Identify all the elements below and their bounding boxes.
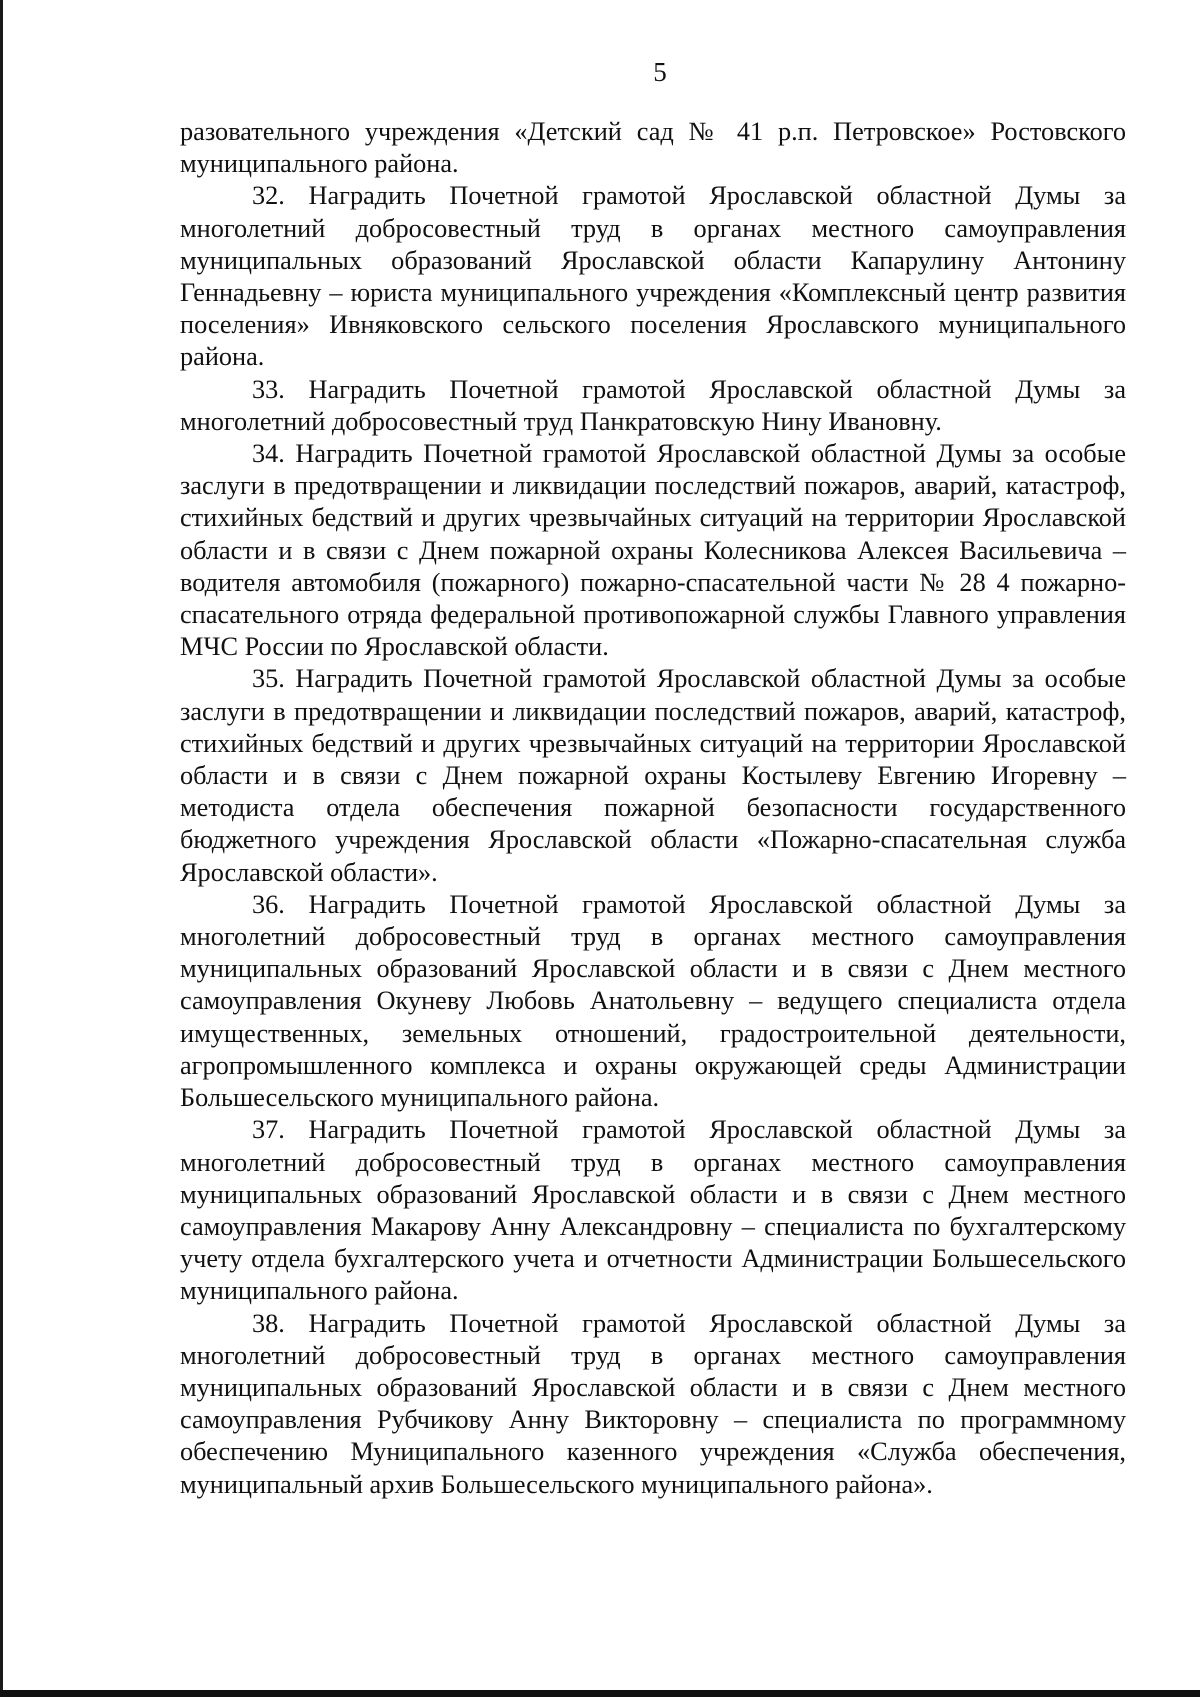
paragraph-item-36: 36. Наградить Почетной грамотой Ярославской областной Думы за многолетний добросовестный труд в органах местного самоуправления муниципальных образований Ярославской области и в связи с Днем местного самоуправления Окуневу Любовь Анатольевну – ведущего специалиста отдела имущественных, земельных отношений, градостроительной деятельности, агропромышленного комплекса и охраны окружающей среды Администрации Большесельского муниципального района. [180, 889, 1126, 1113]
paragraph-item-38: 38. Наградить Почетной грамотой Ярославской областной Думы за многолетний добросовестный труд в органах местного самоуправления муниципальных образований Ярославской области и в связи с Днем местного самоуправления Рубчикову Анну Викторовну – специалиста по программному обеспечению Муниципального казенного учреждения «Служба обеспечения, муниципальный архив Большесельского муниципального района». [180, 1308, 1126, 1499]
scan-edge-left [0, 0, 3, 1697]
paragraph-item-34: 34. Наградить Почетной грамотой Ярославской областной Думы за особые заслуги в предотвращении и ликвидации последствий пожаров, аварий, катастроф, стихийных бедствий и других чрезвычайных ситуаций на территории Ярославской области и в связи с Днем пожарной охраны Колесникова Алексея Васильевича – водителя автомобиля (пожарного) пожарно-спасательной части № 28 4 пожарно-спасательного отряда федеральной противопожарной службы Главного управления МЧС России по Ярославской области. [180, 439, 1126, 662]
paragraph-item-33: 33. Наградить Почетной грамотой Ярославской областной Думы за многолетний добросовестный труд Панкратовскую Нину Ивановну. [180, 374, 1126, 436]
paragraph-continuation: разовательного учреждения «Детский сад № 41 р.п. Петровское» Ростовского муниципального района. [180, 117, 1126, 179]
paragraph-item-35: 35. Наградить Почетной грамотой Ярославской областной Думы за особые заслуги в предотвращении и ликвидации последствий пожаров, аварий, катастроф, стихийных бедствий и других чрезвычайных ситуаций на территории Ярославской области и в связи с Днем пожарной охраны Костылеву Евгению Игоревну – методиста отдела обеспечения пожарной безопасности государственного бюджетного учреждения Ярославской области «Пожарно-спасательная служба Ярославской области». [180, 664, 1126, 887]
page-number: 5 [653, 57, 667, 87]
scan-edge-bottom [0, 1690, 1200, 1697]
paragraph-item-37: 37. Наградить Почетной грамотой Ярославской областной Думы за многолетний добросовестный труд в органах местного самоуправления муниципальных образований Ярославской области и в связи с Днем местного самоуправления Макарову Анну Александровну – специалиста по бухгалтерскому учету отдела бухгалтерского учета и отчетности Администрации Большесельского муниципального района. [180, 1115, 1126, 1306]
paragraph-item-32: 32. Наградить Почетной грамотой Ярославской областной Думы за многолетний добросовестный труд в органах местного самоуправления муниципальных образований Ярославской области Капарулину Антонину Геннадьевну – юриста муниципального учреждения «Комплексный центр развития поселения» Ивняковского сельского поселения Ярославского муниципального района. [180, 181, 1126, 372]
document-body [180, 116, 1126, 1501]
